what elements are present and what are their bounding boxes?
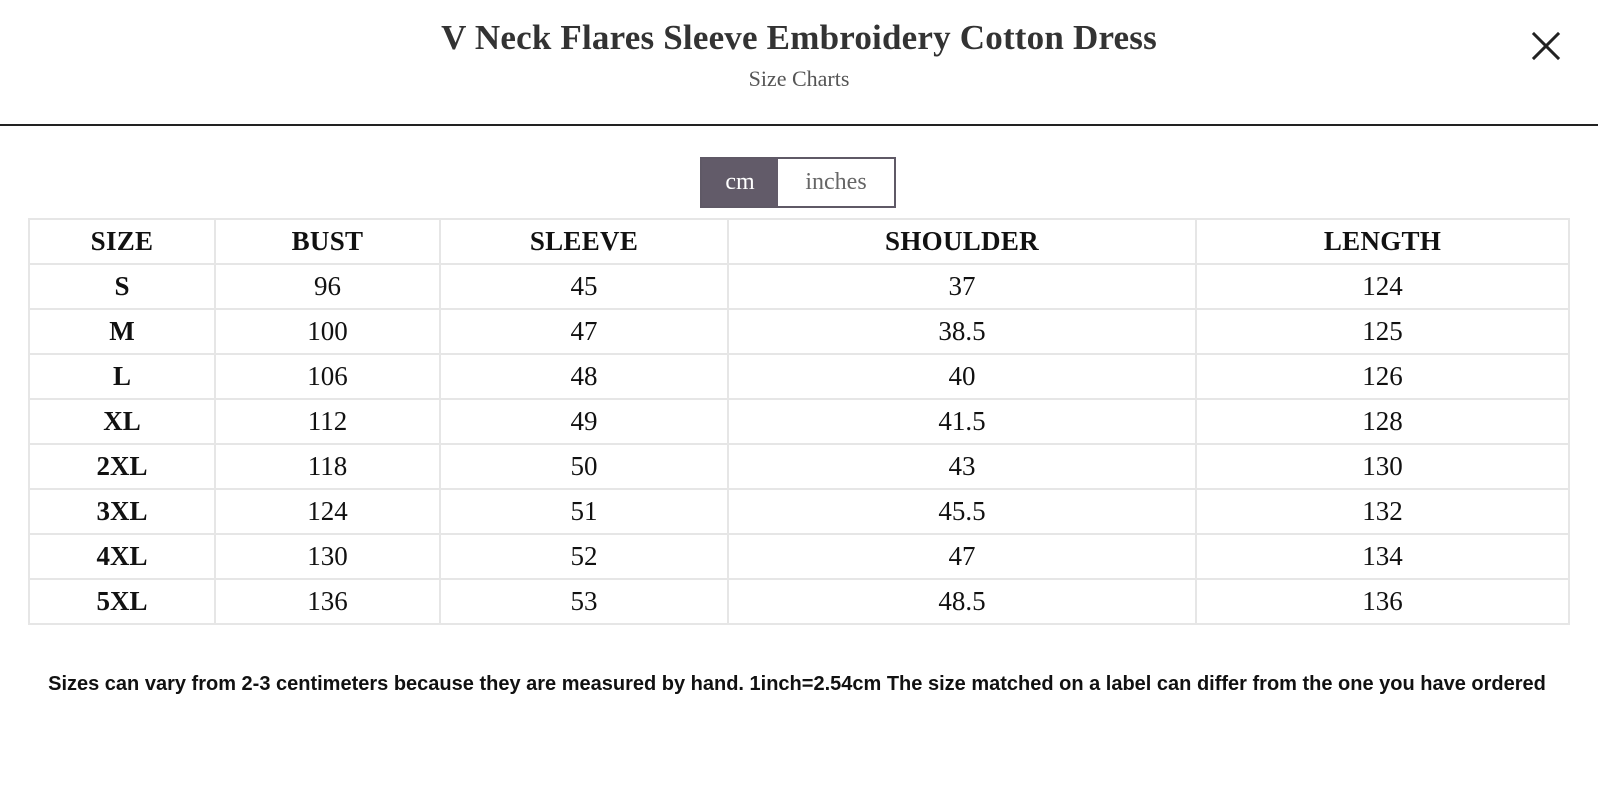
- table-row: [29, 354, 1569, 399]
- table-row: [29, 309, 1569, 354]
- bust-cell: 100: [215, 309, 440, 354]
- length-cell: 124: [1196, 264, 1569, 309]
- close-button[interactable]: [1528, 28, 1564, 64]
- length-cell: 128: [1196, 399, 1569, 444]
- table-row: [29, 579, 1569, 624]
- product-title: V Neck Flares Sleeve Embroidery Cotton Dress: [441, 18, 1157, 57]
- column-header-shoulder: SHOULDER: [728, 219, 1196, 264]
- bust-cell: 112: [215, 399, 440, 444]
- length-cell: 136: [1196, 579, 1569, 624]
- shoulder-cell: 43: [728, 444, 1196, 489]
- shoulder-cell: 40: [728, 354, 1196, 399]
- length-cell: 134: [1196, 534, 1569, 579]
- sleeve-cell: 51: [440, 489, 728, 534]
- sleeve-cell: 48: [440, 354, 728, 399]
- shoulder-cell: 45.5: [728, 489, 1196, 534]
- length-cell: 125: [1196, 309, 1569, 354]
- close-icon: [1528, 28, 1564, 64]
- bust-cell: 118: [215, 444, 440, 489]
- bust-cell: 106: [215, 354, 440, 399]
- size-cell: 5XL: [29, 579, 215, 624]
- bust-cell: 136: [215, 579, 440, 624]
- column-header-bust: BUST: [215, 219, 440, 264]
- sleeve-cell: 53: [440, 579, 728, 624]
- sleeve-cell: 52: [440, 534, 728, 579]
- length-cell: 130: [1196, 444, 1569, 489]
- table-row: [29, 264, 1569, 309]
- bust-cell: 124: [215, 489, 440, 534]
- size-table: [28, 218, 1570, 625]
- column-header-sleeve: SLEEVE: [440, 219, 728, 264]
- size-cell: M: [29, 309, 215, 354]
- table-row: [29, 444, 1569, 489]
- length-cell: 132: [1196, 489, 1569, 534]
- size-cell: L: [29, 354, 215, 399]
- shoulder-cell: 48.5: [728, 579, 1196, 624]
- bust-cell: 96: [215, 264, 440, 309]
- modal-subtitle: Size Charts: [748, 66, 850, 91]
- shoulder-cell: 38.5: [728, 309, 1196, 354]
- modal-header: [0, 0, 1598, 126]
- size-cell: 2XL: [29, 444, 215, 489]
- unit-option-cm[interactable]: cm: [702, 159, 778, 206]
- column-header-size: SIZE: [29, 219, 215, 264]
- sleeve-cell: 47: [440, 309, 728, 354]
- table-header-row: [29, 219, 1569, 264]
- bust-cell: 130: [215, 534, 440, 579]
- table-row: [29, 399, 1569, 444]
- length-cell: 126: [1196, 354, 1569, 399]
- unit-toggle: [700, 157, 896, 208]
- sleeve-cell: 49: [440, 399, 728, 444]
- size-cell: XL: [29, 399, 215, 444]
- shoulder-cell: 37: [728, 264, 1196, 309]
- sleeve-cell: 50: [440, 444, 728, 489]
- measurement-note: Sizes can vary from 2-3 centimeters because they are measured by hand. 1inch=2.54cm The size matched on a label can differ from the one you have ordered: [48, 673, 1546, 695]
- unit-option-inches[interactable]: inches: [778, 159, 894, 206]
- size-cell: 4XL: [29, 534, 215, 579]
- table-row: [29, 534, 1569, 579]
- column-header-length: LENGTH: [1196, 219, 1569, 264]
- shoulder-cell: 47: [728, 534, 1196, 579]
- size-cell: S: [29, 264, 215, 309]
- table-row: [29, 489, 1569, 534]
- size-table-container: [28, 218, 1568, 625]
- size-cell: 3XL: [29, 489, 215, 534]
- shoulder-cell: 41.5: [728, 399, 1196, 444]
- sleeve-cell: 45: [440, 264, 728, 309]
